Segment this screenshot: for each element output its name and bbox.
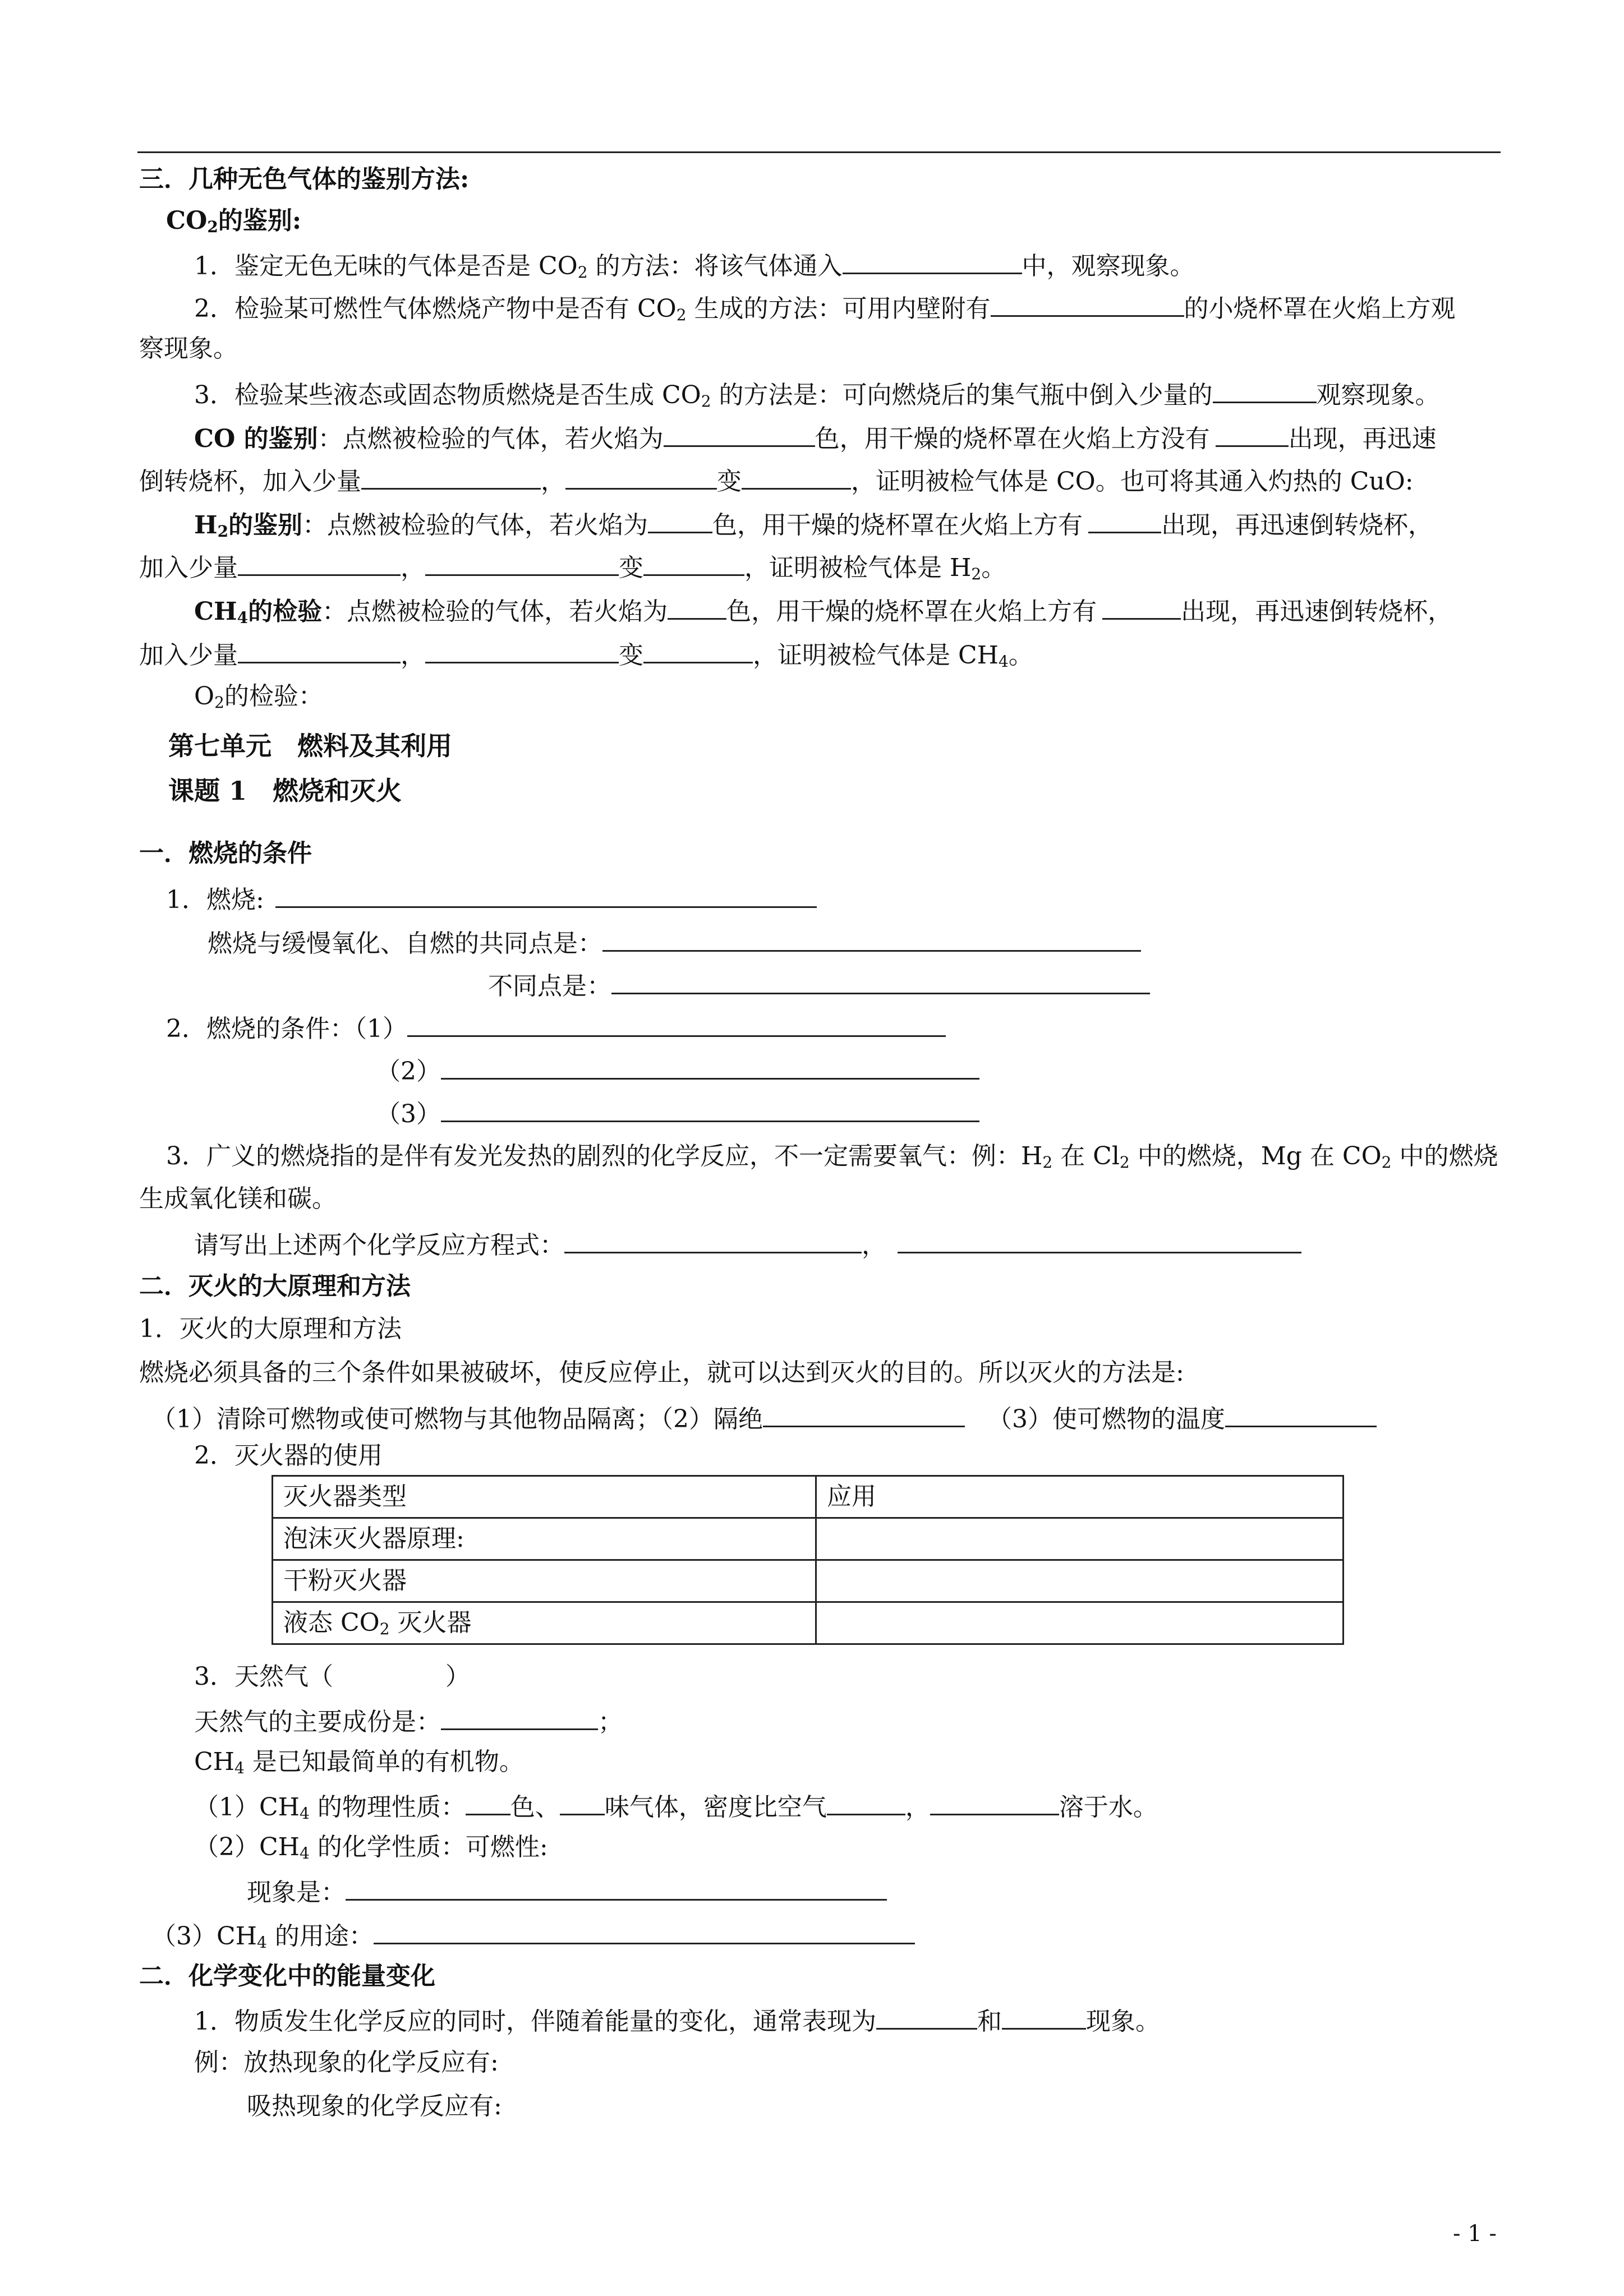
table-row <box>273 1602 1344 1644</box>
co-identification-line2: 倒转烧杯，加入少量 ， 变 ，证明被检气体是 CO。也可将其通入灼热的 CuO: <box>139 462 1414 499</box>
ch4-identification-line1: $CH_4$的检验：点燃被检验的气体，若火焰为 色，用干燥的烧杯罩在火焰上方有 出现，再迅速倒转烧杯， <box>194 592 1452 629</box>
answer-blank[interactable] <box>346 1873 887 1901</box>
co2-item-3: 3．检验某些液态或固态物质燃烧是否生成 $CO_2$ 的方法是：可向燃烧后的集气瓶中倒入少量的 观察现象。 <box>194 376 1440 412</box>
answer-blank[interactable] <box>876 2002 977 2030</box>
co2-item-2: 2．检验某可燃性气体燃烧产物中是否有 $CO_2$ 生成的方法：可用内壁附有 的小烧杯罩在火焰上方观 <box>194 289 1456 326</box>
table-row <box>273 1560 1344 1602</box>
h2-identification-line1: $H_2$的鉴别：点燃被检验的气体，若火焰为 色，用干燥的烧杯罩在火焰上方有 出现，再迅速倒转烧杯， <box>194 506 1433 542</box>
answer-blank[interactable] <box>1213 376 1317 403</box>
section-title-gas-identification: 三．几种无色气体的鉴别方法: <box>139 165 470 193</box>
combustion-definition: 1．燃烧: <box>166 880 817 917</box>
extinguishing-principle-desc: 燃烧必须具备的三个条件如果被破坏，使反应停止，就可以达到灭火的目的。所以灭火的方法是: <box>139 1358 1184 1387</box>
table-cell: 干粉灭火器 <box>273 1560 816 1602</box>
co2-item-2-cont: 察现象。 <box>139 334 238 363</box>
answer-blank[interactable] <box>1002 2002 1086 2030</box>
co2-heading: $CO_2$的鉴别: <box>166 206 302 236</box>
ch4-combustion-phenomenon: 现象是： <box>247 1873 887 1910</box>
answer-blank[interactable] <box>1216 419 1289 447</box>
section-title-fire-extinguishing: 二．灭火的大原理和方法 <box>139 1272 411 1301</box>
section-title-combustion-conditions: 一．燃烧的条件 <box>139 839 312 868</box>
table-cell-answer[interactable] <box>816 1518 1344 1560</box>
extinguisher-usage-heading: 2．灭火器的使用 <box>194 1441 383 1470</box>
endothermic-examples: 吸热现象的化学反应有: <box>247 2092 502 2120</box>
answer-blank[interactable] <box>275 880 817 908</box>
answer-blank[interactable] <box>668 592 726 620</box>
answer-blank[interactable] <box>763 1400 965 1427</box>
answer-blank[interactable] <box>425 548 619 576</box>
extinguishing-principle-heading: 1．灭火的大原理和方法 <box>139 1315 402 1343</box>
answer-blank[interactable] <box>664 419 815 447</box>
answer-blank[interactable] <box>643 636 753 663</box>
answer-blank[interactable] <box>238 636 401 663</box>
combustion-common-points: 燃烧与缓慢氧化、自燃的共同点是： <box>208 924 1141 961</box>
answer-blank[interactable] <box>1225 1400 1377 1427</box>
co2-item-1: 1．鉴定无色无味的气体是否是 $CO_2$ 的方法：将该气体通入 中，观察现象。 <box>194 247 1195 283</box>
answer-blank[interactable] <box>827 1788 905 1815</box>
table-row <box>273 1518 1344 1560</box>
table-cell: 液态 $CO_2$ 灭火器 <box>273 1602 816 1644</box>
extinguishing-methods: （1）清除可燃物或使可燃物与其他物品隔离；（2）隔绝 （3）使可燃物的温度 <box>151 1400 1377 1436</box>
answer-blank[interactable] <box>602 924 1141 952</box>
table-cell-answer[interactable] <box>816 1560 1344 1602</box>
section-title-energy-changes: 二．化学变化中的能量变化 <box>139 1962 435 1990</box>
answer-blank[interactable] <box>361 462 541 490</box>
natural-gas-heading: 3．天然气（ ） <box>194 1662 470 1691</box>
answer-blank[interactable] <box>898 1226 1301 1253</box>
broad-combustion-line1: 3．广义的燃烧指的是伴有发光发热的剧烈的化学反应，不一定需要氧气：例：$H_2$ 在 $Cl_2$ 中的燃烧，Mg 在 $CO_2$ 中的燃烧 <box>166 1142 1498 1172</box>
table-header-application: 应用 <box>816 1476 1344 1518</box>
answer-blank[interactable] <box>441 1095 979 1122</box>
co-identification-line1: CO 的鉴别：点燃被检验的气体，若火焰为 色，用干燥的烧杯罩在火焰上方没有 出现，再迅速 <box>194 419 1437 456</box>
answer-blank[interactable] <box>991 289 1184 317</box>
energy-change-statement: 1．物质发生化学反应的同时，伴随着能量的变化，通常表现为 和 现象。 <box>194 2002 1160 2039</box>
answer-blank[interactable] <box>238 548 401 576</box>
table-cell-answer[interactable] <box>816 1602 1344 1644</box>
answer-blank[interactable] <box>843 247 1022 274</box>
table-cell: 泡沫灭火器原理: <box>273 1518 816 1560</box>
answer-blank[interactable] <box>564 1226 862 1253</box>
combustion-condition-2: （2） <box>376 1052 979 1089</box>
header-rule <box>137 151 1501 153</box>
answer-blank[interactable] <box>1088 506 1161 533</box>
answer-blank[interactable] <box>611 967 1150 994</box>
o2-identification: $O_2$的检验： <box>194 682 323 712</box>
answer-blank[interactable] <box>930 1788 1059 1815</box>
combustion-differences: 不同点是： <box>488 967 1150 1003</box>
answer-blank[interactable] <box>565 462 717 490</box>
broad-combustion-line2: 生成氧化镁和碳。 <box>139 1184 337 1213</box>
answer-blank[interactable] <box>643 548 744 576</box>
ch4-physical-properties: $(1)CH_4$ 的物理性质： 色、 味气体，密度比空气 ， 溶于水。 <box>194 1788 1158 1824</box>
exothermic-examples: 例：放热现象的化学反应有: <box>194 2048 499 2077</box>
combustion-condition-1: 2．燃烧的条件：（1） <box>166 1009 946 1046</box>
answer-blank[interactable] <box>374 1917 915 1944</box>
ch4-uses: $(3)CH_4$ 的用途： <box>151 1917 915 1953</box>
combustion-condition-3: （3） <box>376 1095 979 1131</box>
ch4-identification-line2: 加入少量 ， 变 ，证明被检气体是 $CH_4$。 <box>139 636 1033 672</box>
ch4-simplest-organic: $CH_4$ 是已知最简单的有机物。 <box>194 1748 524 1777</box>
equation-prompt: 请写出上述两个化学反应方程式： ， <box>194 1226 1301 1262</box>
answer-blank[interactable] <box>425 636 619 663</box>
h2-identification-line2: 加入少量 ， 变 ，证明被检气体是 $H_2$。 <box>139 548 1006 585</box>
table-row <box>273 1476 1344 1518</box>
answer-blank[interactable] <box>560 1788 605 1815</box>
answer-blank[interactable] <box>407 1009 946 1037</box>
extinguisher-table <box>272 1475 1344 1645</box>
answer-blank[interactable] <box>441 1052 979 1080</box>
answer-blank[interactable] <box>441 1703 598 1730</box>
lesson-title: 课题 1 燃烧和灭火 <box>168 776 402 806</box>
answer-blank[interactable] <box>466 1788 510 1815</box>
unit-title: 第七单元 燃料及其利用 <box>168 731 452 761</box>
page-number: - 1 - <box>1453 2221 1497 2247</box>
ch4-chemical-properties: $(2)CH_4$ 的化学性质：可燃性: <box>194 1833 548 1862</box>
answer-blank[interactable] <box>742 462 851 490</box>
table-header-type: 灭火器类型 <box>273 1476 816 1518</box>
answer-blank[interactable] <box>1102 592 1181 620</box>
natural-gas-main-component: 天然气的主要成份是： ； <box>194 1703 623 1739</box>
answer-blank[interactable] <box>648 506 712 533</box>
